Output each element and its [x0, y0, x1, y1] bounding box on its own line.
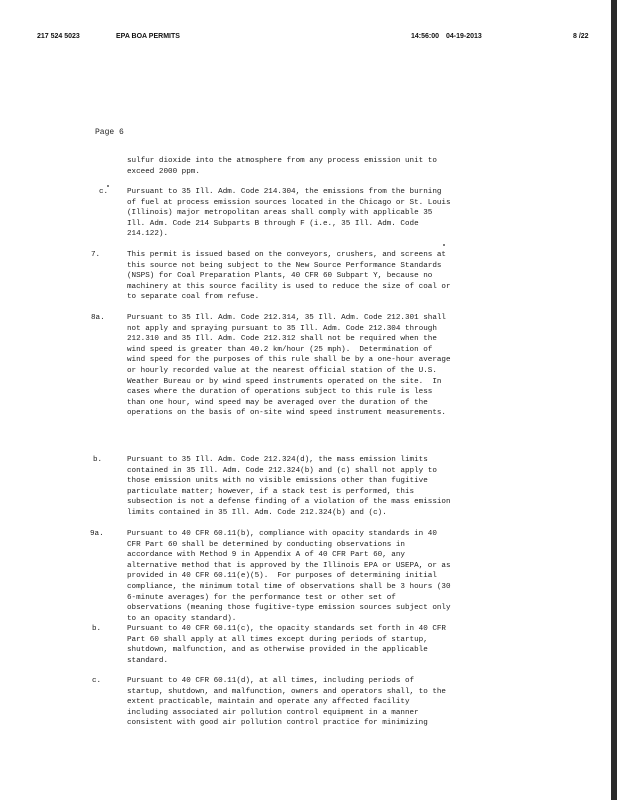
- fax-header: [0, 33, 617, 45]
- text-line: extent practicable, maintain and operate any affected facility: [127, 698, 410, 707]
- text-line: this source not being subject to the New Source Performance Standards: [127, 261, 442, 270]
- text-line: to separate coal from refuse.: [127, 293, 260, 302]
- text-line: 212.310 and 35 Ill. Adm. Code 212.312 shall not be required when the: [127, 335, 437, 344]
- text-line: CFR Part 60 shall be determined by conducting observations in: [127, 540, 405, 549]
- paragraph-9a-opacity: [90, 529, 527, 624]
- text-line: Pursuant to 35 Ill. Adm. Code 214.304, the emissions from the burning: [127, 188, 442, 196]
- paragraph-c-fuel-burning: [99, 187, 527, 240]
- text-line: Pursuant to 40 CFR 60.11(d), at all times, including periods of: [127, 677, 415, 685]
- paragraph-9c-maintenance: [92, 676, 527, 729]
- text-line: wind speed for the purposes of this rule shall be by a one-hour average: [127, 356, 451, 365]
- text-line: Pursuant to 35 Ill. Adm. Code 212.324(d), the mass emission limits: [127, 456, 428, 464]
- text-line: standard.: [127, 656, 169, 665]
- text-line: those emission units with no visible emissions other than fugitive: [127, 477, 428, 486]
- text-line: wind speed is greater than 40.2 km/hour (25 mph). Determination of: [127, 345, 433, 354]
- paragraph-continuation: [127, 156, 527, 177]
- text-line: 6-minute averages) for the performance test or other set of: [127, 593, 396, 602]
- text-line: 214.122).: [127, 230, 169, 239]
- text-line: provided in 40 CFR 60.11(e)(5). For purposes of determining initial: [127, 572, 437, 581]
- text-line: Pursuant to 35 Ill. Adm. Code 212.314, 35 Ill. Adm. Code 212.301 shall: [127, 314, 446, 322]
- paragraph-9b-opacity-standards: [92, 624, 527, 666]
- text-line: compliance, the minimum total time of observations shall be 3 hours (30: [127, 582, 451, 591]
- text-line: of fuel at process emission sources located in the Chicago or St. Louis: [127, 198, 451, 207]
- fax-page: 8 /22: [573, 33, 589, 40]
- text-line: particulate matter; however, if a stack test is performed, this: [127, 487, 415, 496]
- paragraph-label: c.: [92, 677, 102, 685]
- fax-phone: 217 524 5023: [37, 33, 80, 40]
- paragraph-label: b.: [92, 625, 102, 633]
- text-line: observations (meaning those fugitive-type emission sources subject only: [127, 604, 451, 613]
- text-line: operations on the basis of on-site wind speed instrument measurements.: [127, 409, 446, 418]
- text-line: Pursuant to 40 CFR 60.11(c), the opacity standards set forth in 40 CFR: [127, 625, 446, 633]
- text-line: (NSPS) for Coal Preparation Plants, 40 CFR 60 Subpart Y, because no: [127, 272, 433, 281]
- text-line: (Illinois) major metropolitan areas shall comply with applicable 35: [127, 209, 433, 218]
- fax-agency: EPA BOA PERMITS: [116, 33, 180, 40]
- text-line: not apply and spraying pursuant to 35 Ill. Adm. Code 212.304 through: [127, 324, 437, 333]
- paragraph-8b-mass-emission: [93, 455, 527, 519]
- text-line: cases where the duration of operations subject to this rule is less: [127, 388, 433, 397]
- text-line: limits contained in 35 Ill. Adm. Code 212.324(b) and (c).: [127, 508, 387, 517]
- scan-edge: [611, 0, 617, 800]
- text-line: This permit is issued based on the conveyors, crushers, and screens at: [127, 251, 446, 259]
- paragraph-8a-wind-speed: [91, 313, 527, 419]
- text-line: to an opacity standard).: [127, 614, 237, 623]
- text-line: exceed 2000 ppm.: [127, 167, 200, 176]
- fax-time: 14:56:00: [411, 33, 440, 40]
- text-line: consistent with good air pollution control practice for minimizing: [127, 719, 428, 728]
- text-line: Ill. Adm. Code 214 Subparts B through F (i.e., 35 Ill. Adm. Code: [127, 219, 419, 228]
- text-line: than one hour, wind speed may be averaged over the duration of the: [127, 398, 428, 407]
- paragraph-label: 9a.: [90, 530, 104, 538]
- fax-date: 04-19-2013: [446, 33, 482, 40]
- text-line: contained in 35 Ill. Adm. Code 212.324(b) and (c) shall not apply to: [127, 466, 437, 475]
- scan-speck: [443, 244, 445, 246]
- paragraph-label: 7.: [91, 251, 101, 259]
- text-line: shutdown, malfunction, and as otherwise provided in the applicable: [127, 646, 428, 655]
- paragraph-label: b.: [93, 456, 103, 464]
- paragraph-label: c.: [99, 188, 109, 196]
- text-line: Pursuant to 40 CFR 60.11(b), compliance with opacity standards in 40: [127, 530, 437, 538]
- text-line: alternative method that is approved by the Illinois EPA or USEPA, or as: [127, 561, 451, 570]
- text-line: Part 60 shall apply at all times except during periods of startup,: [127, 635, 428, 644]
- text-line: Weather Bureau or by wind speed instruments operated on the site. In: [127, 377, 442, 386]
- page-label: Page 6: [95, 128, 124, 137]
- text-line: machinery at this source facility is used to reduce the size of coal or: [127, 282, 451, 291]
- text-line: subsection is not a defense finding of a violation of the mass emission: [127, 498, 451, 507]
- paragraph-7-nsps: [91, 250, 527, 303]
- text-line: including associated air pollution control equipment in a manner: [127, 708, 419, 717]
- scan-speck: [107, 185, 109, 187]
- text-line: or hourly recorded value at the nearest official station of the U.S.: [127, 366, 437, 375]
- paragraph-label: 8a.: [91, 314, 105, 322]
- text-line: startup, shutdown, and malfunction, owners and operators shall, to the: [127, 687, 446, 696]
- text-line: accordance with Method 9 in Appendix A of 40 CFR Part 60, any: [127, 551, 405, 560]
- text-line: sulfur dioxide into the atmosphere from any process emission unit to: [127, 157, 437, 165]
